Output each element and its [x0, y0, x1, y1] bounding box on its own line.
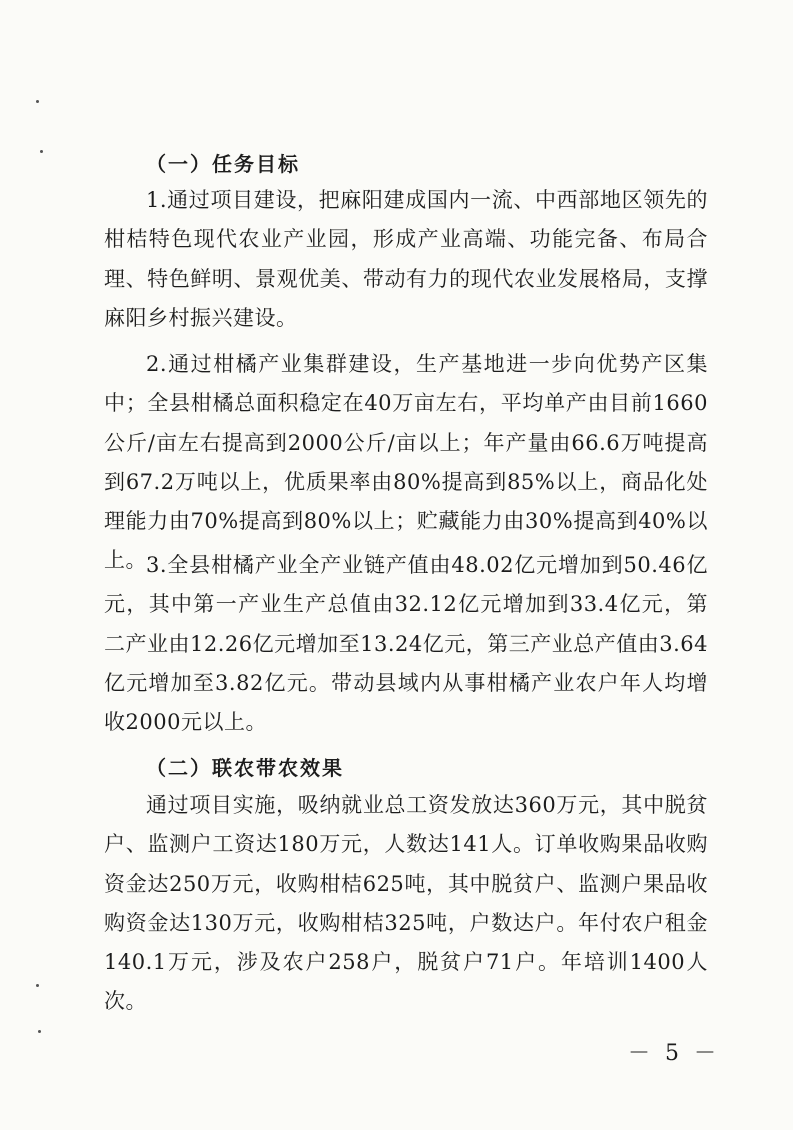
paragraph-goal-2: 2.通过柑橘产业集群建设，生产基地进一步向优势产区集中；全县柑橘总面积稳定在40万亩左右，平均单产由目前1660公斤/亩左右提高到2000公斤/亩以上；年产量由66.6万吨提高到67.2万吨以上，优质果率由80%提高到85%以上，商品化处理能力由70%提高到80%以上；贮藏能力由30%提高到40%以上。: [104, 352, 708, 573]
section-heading-task-goals: （一）任务目标: [146, 152, 300, 176]
scan-speck: [36, 100, 39, 103]
page-number: － 5 －: [628, 1041, 720, 1066]
section-heading-farmer-linkage: （二）联农带农效果: [146, 756, 344, 780]
scan-speck: [38, 1030, 41, 1033]
scan-speck: [40, 150, 43, 153]
paragraph-goal-1: 1.通过项目建设，把麻阳建成国内一流、中西部地区领先的柑桔特色现代农业产业园，形成产业高端、功能完备、布局合理、特色鲜明、景观优美、带动有力的现代农业发展格局，支撑麻阳乡村振兴建设。: [104, 188, 708, 330]
scan-speck: [36, 984, 39, 987]
paragraph-goal-3: 3.全县柑橘产业全产业链产值由48.02亿元增加到50.46亿元，其中第一产业生产总值由32.12亿元增加到33.4亿元，第二产业由12.26亿元增加至13.24亿元，第三产业总产值由3.64亿元增加至3.82亿元。带动县域内从事柑橘产业农户年人均增收2000元以上。: [104, 553, 708, 735]
paragraph-farmer-linkage: 通过项目实施，吸纳就业总工资发放达360万元，其中脱贫户、监测户工资达180万元，人数达141人。订单收购果品收购资金达250万元，收购柑桔625吨，其中脱贫户、监测户果品收购资金达130万元，收购柑桔325吨，户数达户。年付农户租金140.1万元，涉及农户258户，脱贫户71户。年培训1400人次。: [104, 793, 708, 1014]
